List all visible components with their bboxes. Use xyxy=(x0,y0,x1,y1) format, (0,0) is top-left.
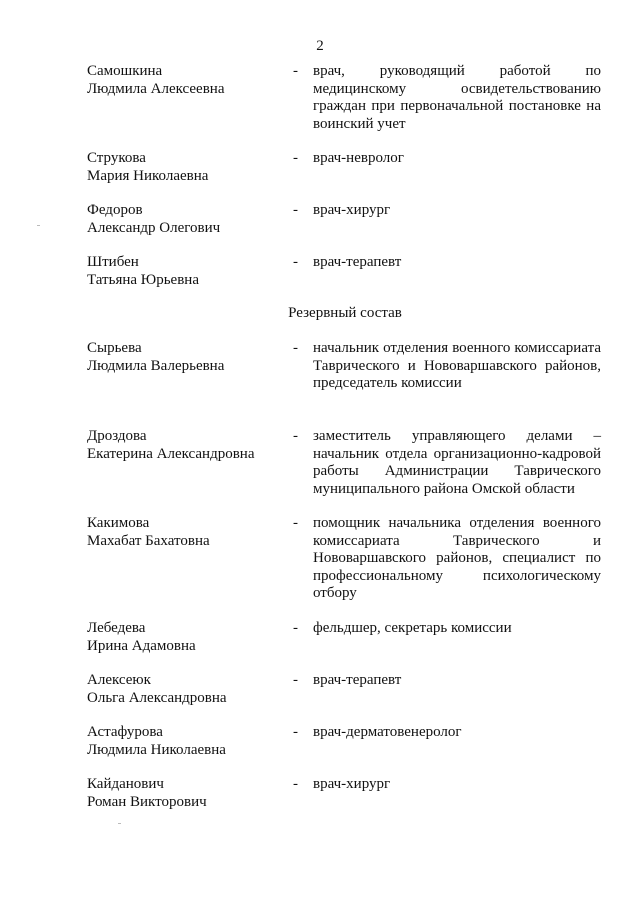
member-surname: Астафурова xyxy=(87,724,163,740)
member-surname: Самошкина xyxy=(87,63,163,79)
dash-separator: - xyxy=(293,620,298,636)
member-surname: Сырьева xyxy=(87,340,142,356)
member-given-name: Махабат Бахатовна xyxy=(87,532,210,549)
member-surname: Какимова xyxy=(87,515,150,531)
member-role: фельдшер, секретарь комиссии xyxy=(313,620,512,636)
member-name xyxy=(87,776,277,811)
member-name xyxy=(87,672,277,707)
dash-separator: - xyxy=(293,515,298,531)
member-surname: Кайданович xyxy=(87,776,164,792)
member-given-name: Роман Викторович xyxy=(87,793,207,810)
member-name xyxy=(87,428,277,463)
member-name xyxy=(87,515,277,550)
member-name xyxy=(87,150,277,185)
member-surname: Лебедева xyxy=(87,620,146,636)
dash-separator: - xyxy=(293,150,298,166)
member-given-name: Екатерина Александровна xyxy=(87,445,255,462)
member-given-name: Александр Олегович xyxy=(87,219,221,236)
member-name xyxy=(87,254,277,289)
member-role: врач-хирург xyxy=(313,776,391,792)
member-role: врач-хирург xyxy=(313,202,391,218)
member-name xyxy=(87,724,277,759)
scan-speck xyxy=(118,823,121,824)
member-role: врач, руководящий работой по медицинскому освидетельствованию граждан при первоначальной постановке на воинский учет xyxy=(313,63,601,132)
member-name xyxy=(87,340,277,375)
reserve-heading: Резервный состав xyxy=(288,305,402,321)
dash-separator: - xyxy=(293,672,298,688)
dash-separator: - xyxy=(293,202,298,218)
dash-separator: - xyxy=(293,428,298,444)
member-role: заместитель управляющего делами – начальник отдела организационно-кадровой работы Администрации Таврического муниципального района Омской области xyxy=(313,428,601,497)
member-role: врач-терапевт xyxy=(313,254,402,270)
member-given-name: Татьяна Юрьевна xyxy=(87,271,199,288)
member-role: врач-невролог xyxy=(313,150,404,166)
member-given-name: Ольга Александровна xyxy=(87,689,227,706)
member-role: помощник начальника отделения военного комиссариата Таврического и Нововаршавского районов, специалист по профессиональному психологическому отбору xyxy=(313,515,601,601)
dash-separator: - xyxy=(293,724,298,740)
scan-speck xyxy=(37,225,40,226)
member-surname: Струкова xyxy=(87,150,146,166)
member-surname: Алексеюк xyxy=(87,672,151,688)
dash-separator: - xyxy=(293,254,298,270)
member-given-name: Мария Николаевна xyxy=(87,167,209,184)
dash-separator: - xyxy=(293,340,298,356)
member-given-name: Людмила Николаевна xyxy=(87,741,226,758)
member-role: начальник отделения военного комиссариата Таврического и Нововаршавского районов, председатель комиссии xyxy=(313,340,601,391)
member-given-name: Ирина Адамовна xyxy=(87,637,196,654)
member-name xyxy=(87,620,277,655)
member-name xyxy=(87,202,277,237)
member-given-name: Людмила Алексеевна xyxy=(87,80,225,97)
member-role: врач-дерматовенеролог xyxy=(313,724,462,740)
member-surname: Федоров xyxy=(87,202,143,218)
member-name xyxy=(87,63,277,98)
page-number: 2 xyxy=(316,38,324,54)
member-surname: Штибен xyxy=(87,254,139,270)
dash-separator: - xyxy=(293,63,298,79)
member-surname: Дроздова xyxy=(87,428,147,444)
dash-separator: - xyxy=(293,776,298,792)
member-role: врач-терапевт xyxy=(313,672,402,688)
member-given-name: Людмила Валерьевна xyxy=(87,357,225,374)
